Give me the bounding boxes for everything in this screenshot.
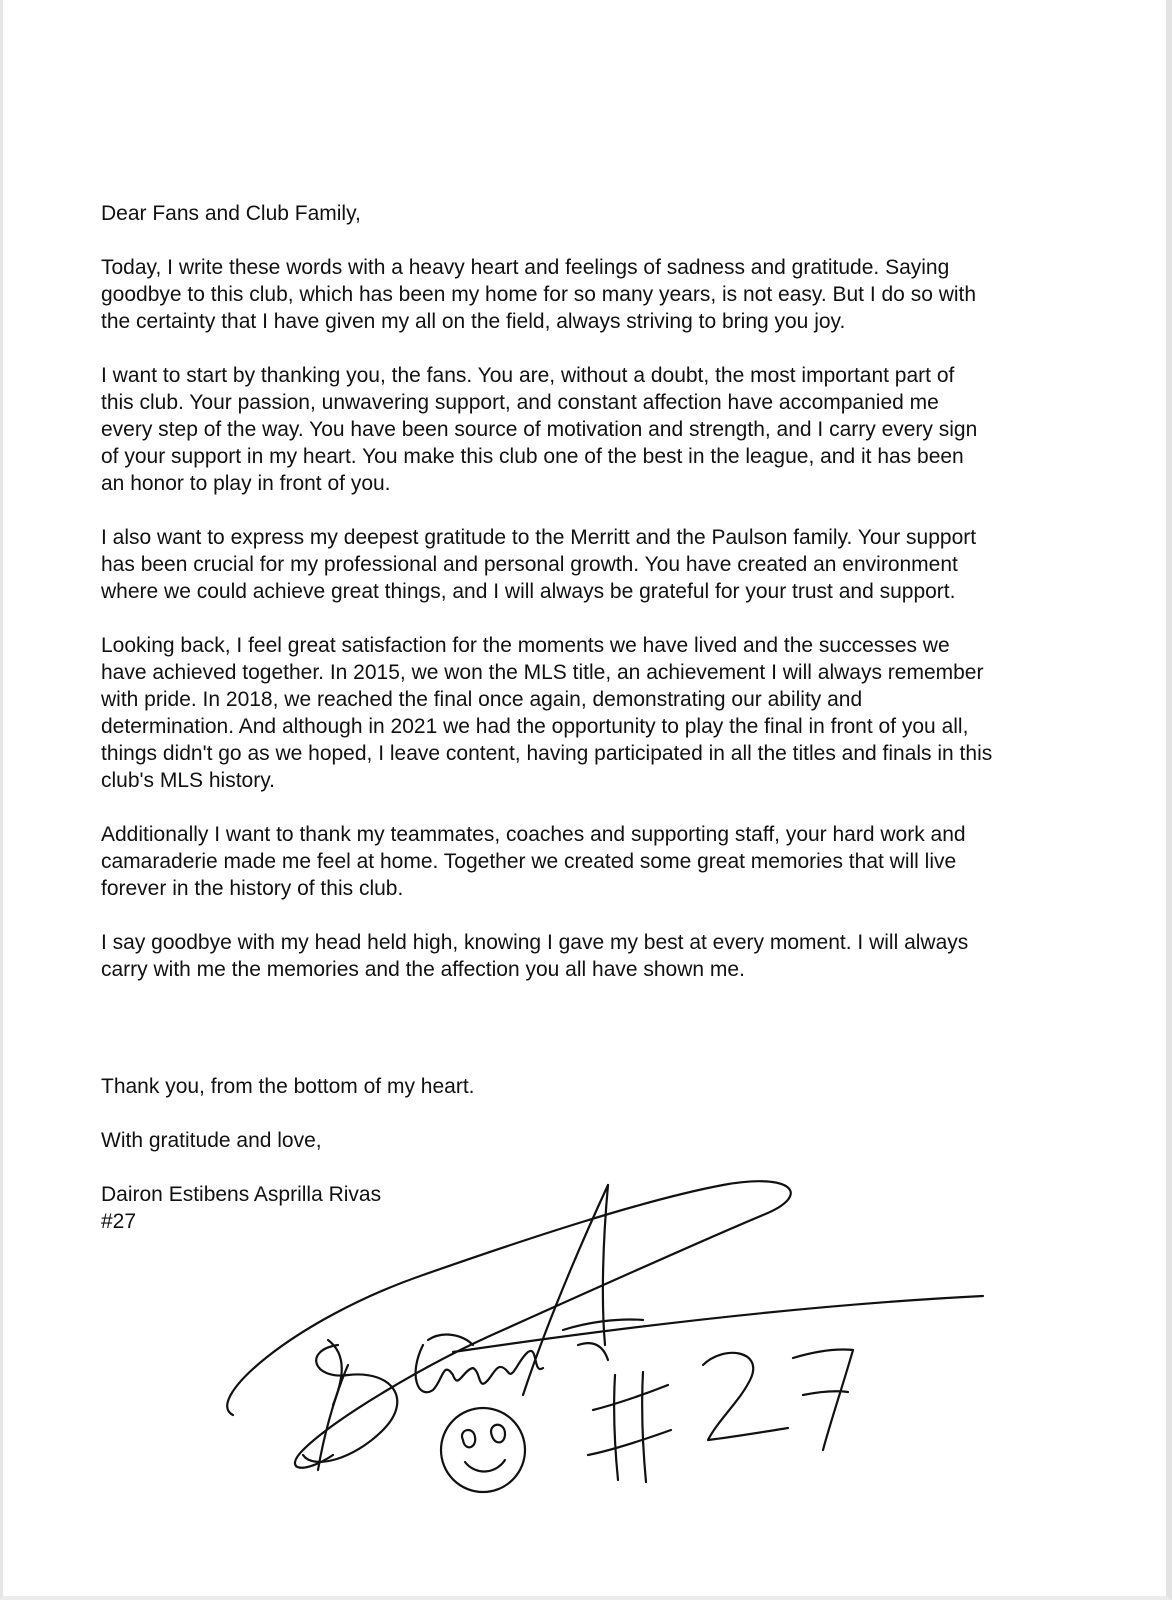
letter-body	[101, 200, 1111, 1010]
letter-thanks: Thank you, from the bottom of my heart.	[101, 1075, 475, 1098]
letter-paragraph-2: I want to start by thanking you, the fans. You are, without a doubt, the most important part of this club. Your passion, unwavering support, and constant affection have accompanied me every step of the way. You have been source of motivation and strength, and I carry every sign of your support in my heart. You make this club one of the best in the league, and it has been an honor to play in front of you.	[101, 364, 978, 495]
letter-paragraph-3: I also want to express my deepest gratitude to the Merritt and the Paulson family. Your support has been crucial for my professional and personal growth. You have created an environment where we could achieve great things, and I will always be grateful for your trust and support.	[101, 526, 977, 603]
letter-paragraph-6: I say goodbye with my head held high, knowing I gave my best at every moment. I will always carry with me the memories and the affection you all have shown me.	[101, 931, 969, 981]
letter-paragraph-5: Additionally I want to thank my teammates, coaches and supporting staff, your hard work and camaraderie made me feel at home. Together we created some great memories that will live forever in the history of this club.	[101, 823, 966, 900]
author-name: Dairon Estibens Asprilla Rivas	[101, 1183, 382, 1206]
letter-greeting: Dear Fans and Club Family,	[101, 202, 361, 225]
letter-paragraph-1: Today, I write these words with a heavy heart and feelings of sadness and gratitude. Saying goodbye to this club, which has been my home for so many years, is not easy. But I do so with the certainty that I have given my all on the field, always striving to bring you joy.	[101, 256, 977, 333]
letter-closing	[101, 1073, 801, 1235]
letter-sign-off: With gratitude and love,	[101, 1129, 322, 1152]
author-number: #27	[101, 1210, 137, 1233]
letter-paragraph-4: Looking back, I feel great satisfaction for the moments we have lived and the successes we have achieved together. In 2015, we won the MLS title, an achievement I will always remember with pride. In 2018, we reached the final once again, demonstrating our ability and determination. And although in 2021 we had the opportunity to play the final in front of you all, things didn't go as we hoped, I leave content, having participated in all the titles and finals in this club's MLS history.	[101, 634, 993, 792]
